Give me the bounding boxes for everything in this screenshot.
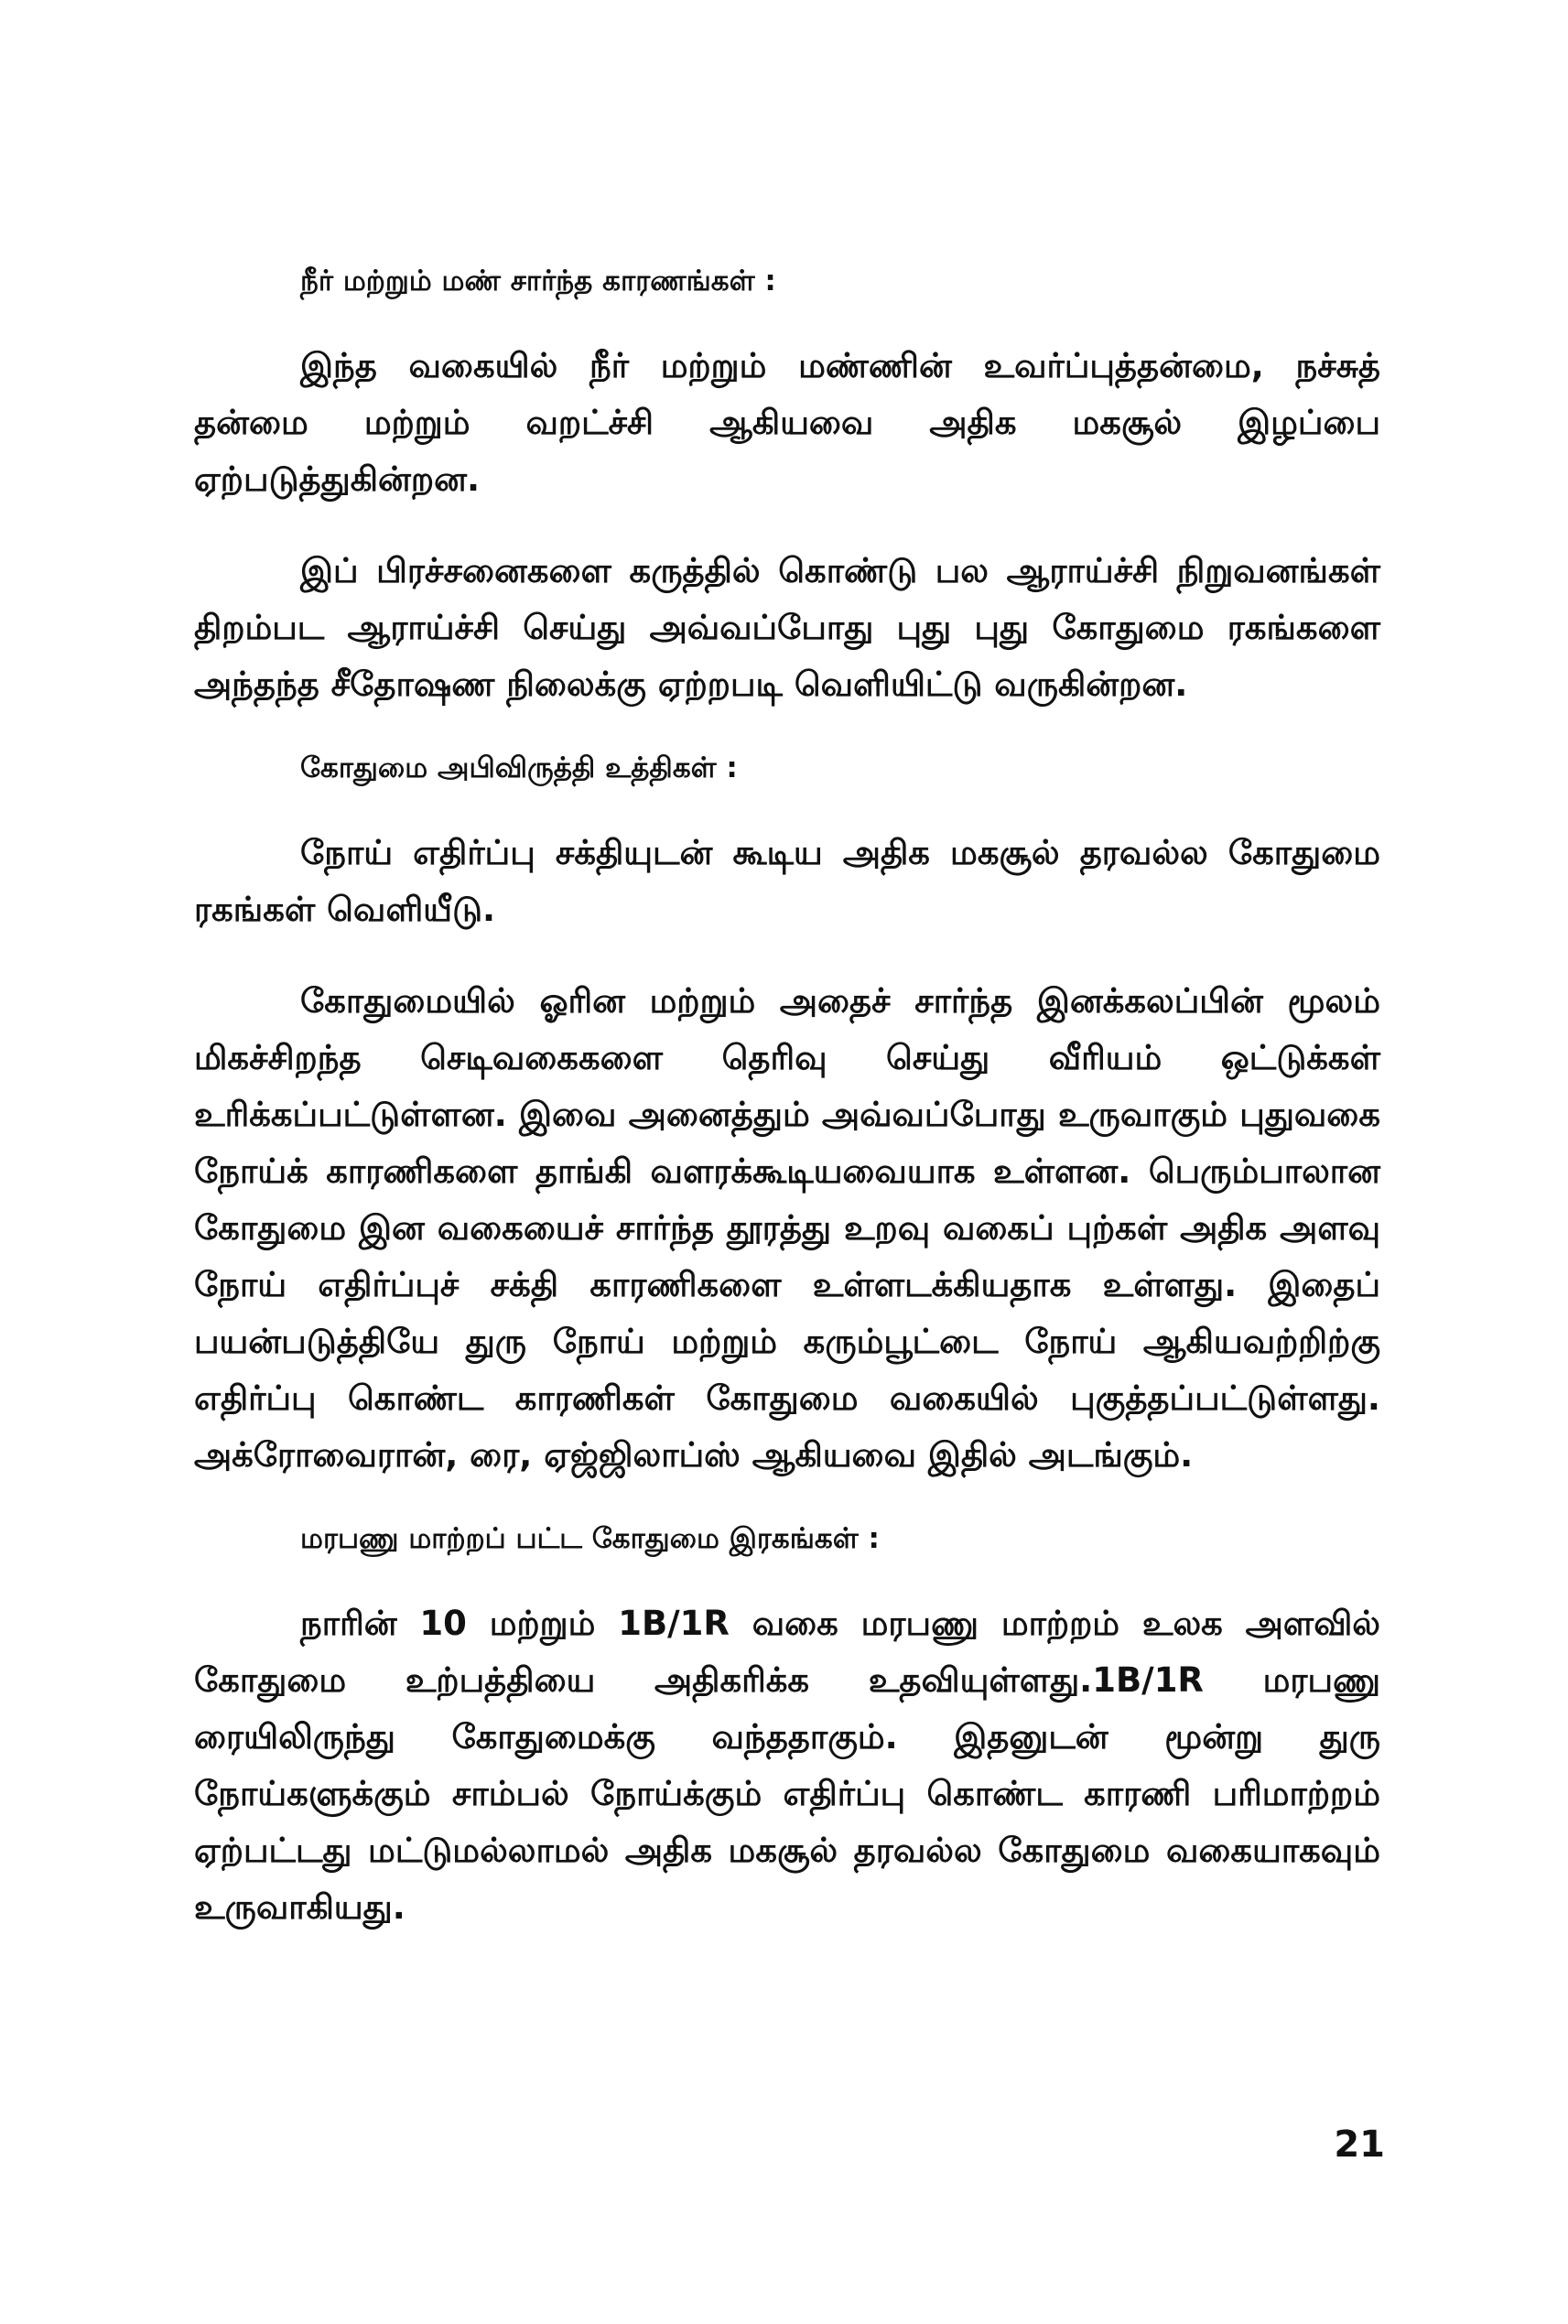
- section-heading-water-soil: நீர் மற்றும் மண் சார்ந்த காரணங்கள் :: [300, 265, 776, 297]
- paragraph-disease-resistance: நோய் எதிர்ப்பு சக்தியுடன் கூடிய அதிக மகசூல் தரவல்ல கோதுமை ரகங்கள் வெளியீடு.: [194, 833, 1380, 929]
- section-heading-wheat-improvement: கோதுமை அபிவிருத்தி உத்திகள் :: [300, 751, 738, 784]
- section-heading-gm-wheat: மரபணு மாற்றப் பட்ட கோதுமை இரகங்கள் :: [300, 1522, 880, 1555]
- page-number: 21: [1334, 2124, 1385, 2166]
- paragraph-hybridization: கோதுமையில் ஓரின மற்றும் அதைச் சார்ந்த இனக்கலப்பின் மூலம் மிகச்சிறந்த செடிவகைகளை தெரிவு செய்து வீரியம் ஒட்டுக்கள் உரிக்கப்பட்டுள்ளன. இவை அனைத்தும் அவ்வப்போது உருவாகும் புதுவகை நோய்க் காரணிகளை தாங்கி வளரக்கூடியவையாக உள்ளன. பெரும்பாலான கோதுமை இன வகையைச் சார்ந்த தூரத்து உறவு வகைப் புற்கள் அதிக அளவு நோய் எதிர்ப்புச் சக்தி காரணிகளை உள்ளடக்கியதாக உள்ளது. இதைப் பயன்படுத்தியே துரு நோய் மற்றும் கரும்பூட்டை நோய் ஆகியவற்றிற்கு எதிர்ப்பு கொண்ட காரணிகள் கோதுமை வகையில் புகுத்தப்பட்டுள்ளது. அக்ரோவைரான், ரை, ஏஜ்ஜிலாப்ஸ் ஆகியவை இதில் அடங்கும்.: [194, 981, 1380, 1475]
- paragraph-1b1r-translocation: நாரின் 10 மற்றும் 1B/1R வகை மரபணு மாற்றம் உலக அளவில் கோதுமை உற்பத்தியை அதிகரிக்க உதவியுள்ளது.1B/1R மரபணு ரையிலிருந்து கோதுமைக்கு வந்ததாகும். இதனுடன் மூன்று துரு நோய்களுக்கும் சாம்பல் நோய்க்கும் எதிர்ப்பு கொண்ட காரணி பரிமாற்றம் ஏற்பட்டது மட்டுமல்லாமல் அதிக மகசூல் தரவல்ல கோதுமை வகையாகவும் உருவாகியது.: [194, 1604, 1380, 1927]
- paragraph-salinity: இந்த வகையில் நீர் மற்றும் மண்ணின் உவர்ப்புத்தன்மை, நச்சுத் தன்மை மற்றும் வறட்ச்சி ஆகியவை அதிக மகசூல் இழப்பை ஏற்படுத்துகின்றன.: [194, 346, 1380, 499]
- paragraph-research-institutions: இப் பிரச்சனைகளை கருத்தில் கொண்டு பல ஆராய்ச்சி நிறுவனங்கள் திறம்பட ஆராய்ச்சி செய்து அவ்வப்போது புது புது கோதுமை ரகங்களை அந்தந்த சீதோஷண நிலைக்கு ஏற்றபடி வெளியிட்டு வருகின்றன.: [194, 551, 1380, 704]
- page-content: [194, 261, 1380, 1971]
